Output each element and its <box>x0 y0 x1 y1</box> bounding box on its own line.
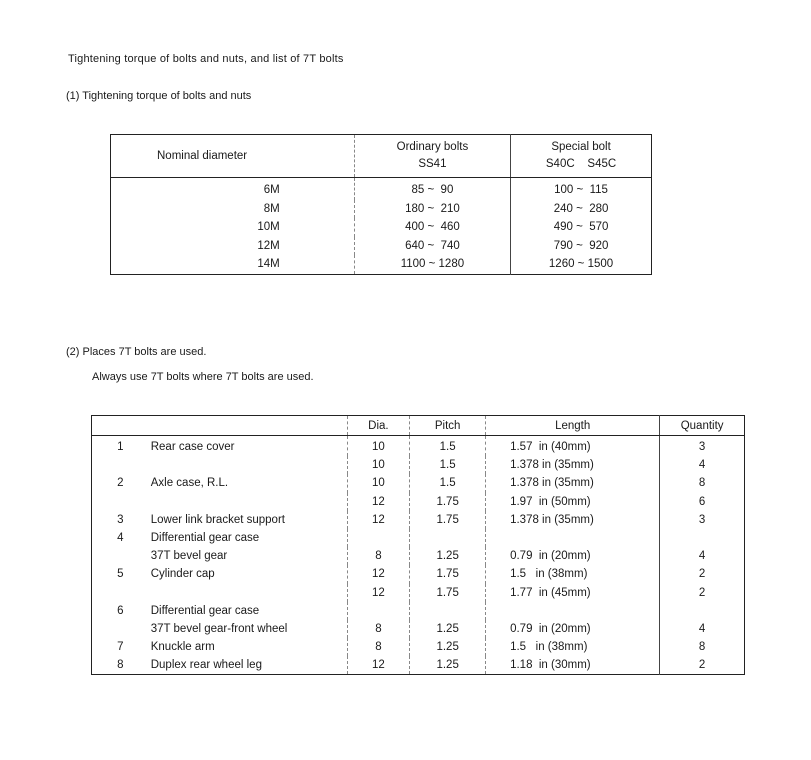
bolt-length-cell: 1.378 in (35mm) <box>486 456 660 474</box>
bolt-pitch-cell: 1.75 <box>410 584 486 602</box>
section-1-heading: (1) Tightening torque of bolts and nuts <box>66 90 252 102</box>
header-special-line1: Special bolt <box>551 141 611 153</box>
torque-special-cell: 240 ~ 280 <box>511 200 652 219</box>
bolt-dia-cell: 10 <box>347 456 410 474</box>
header-special-line2: S40C S45C <box>545 158 617 170</box>
bolt-dia-cell: 8 <box>347 620 410 638</box>
bolt-quantity-cell <box>660 602 745 620</box>
bolt-length-cell: 1.5 in (38mm) <box>486 638 660 656</box>
bolt-row <box>92 656 745 675</box>
bolt-pitch-cell: 1.25 <box>410 656 486 675</box>
header-place <box>149 416 347 436</box>
torque-diameter-cell: 6M <box>263 184 280 197</box>
bolt-quantity-cell <box>660 529 745 547</box>
bolt-place-cell: Duplex rear wheel leg <box>150 659 262 672</box>
torque-ordinary-cell: 180 ~ 210 <box>354 200 510 219</box>
bolt-row <box>92 584 745 602</box>
header-ordinary-line1: Ordinary bolts <box>396 141 469 153</box>
torque-ordinary-cell: 400 ~ 460 <box>354 218 510 237</box>
bolt-length-cell: 1.378 in (35mm) <box>486 474 660 492</box>
header-ordinary-bolts <box>354 135 510 178</box>
torque-special-cell: 790 ~ 920 <box>511 237 652 256</box>
bolt-length-cell: 1.18 in (30mm) <box>486 656 660 675</box>
bolt-row <box>92 638 745 656</box>
bolt-no-cell: 6 <box>117 604 124 617</box>
bolt-dia-cell: 8 <box>347 638 410 656</box>
bolt-length-cell <box>486 602 660 620</box>
bolt-dia-cell: 8 <box>347 547 410 565</box>
bolt-quantity-cell: 3 <box>660 511 745 529</box>
bolt-pitch-cell: 1.75 <box>410 565 486 583</box>
bolt-quantity-cell: 6 <box>660 493 745 511</box>
torque-ordinary-cell: 85 ~ 90 <box>354 178 510 200</box>
torque-row <box>111 178 652 200</box>
torque-row <box>111 237 652 256</box>
torque-ordinary-cell: 640 ~ 740 <box>354 237 510 256</box>
bolt-length-cell: 1.77 in (45mm) <box>486 584 660 602</box>
bolt-row <box>92 493 745 511</box>
bolt-pitch-cell <box>410 602 486 620</box>
torque-diameter-cell: 14M <box>257 258 280 271</box>
header-pitch: Pitch <box>410 416 486 436</box>
bolt-length-cell: 1.378 in (35mm) <box>486 511 660 529</box>
bolt-length-cell: 0.79 in (20mm) <box>486 547 660 565</box>
bolt-length-cell: 1.57 in (40mm) <box>486 436 660 457</box>
bolt-length-cell: 1.5 in (38mm) <box>486 565 660 583</box>
bolt-quantity-cell: 3 <box>660 436 745 457</box>
bolt-row <box>92 456 745 474</box>
header-nominal-diameter: Nominal diameter <box>111 135 355 178</box>
bolt-dia-cell <box>347 602 410 620</box>
bolt-quantity-cell: 2 <box>660 584 745 602</box>
torque-row <box>111 200 652 219</box>
torque-special-cell: 490 ~ 570 <box>511 218 652 237</box>
bolt-pitch-cell <box>410 529 486 547</box>
bolt-no-cell: 5 <box>117 568 124 581</box>
header-no <box>92 416 149 436</box>
bolt-pitch-cell: 1.75 <box>410 493 486 511</box>
bolt-length-cell: 1.97 in (50mm) <box>486 493 660 511</box>
bolt-quantity-cell: 2 <box>660 565 745 583</box>
bolt-no-cell <box>92 547 149 565</box>
torque-table <box>110 134 652 275</box>
bolt-length-cell: 0.79 in (20mm) <box>486 620 660 638</box>
bolt-quantity-cell: 4 <box>660 456 745 474</box>
bolt-list-table <box>91 415 745 675</box>
bolt-pitch-cell: 1.5 <box>410 456 486 474</box>
bolt-no-cell: 8 <box>117 659 124 672</box>
bolt-dia-cell: 10 <box>347 474 410 492</box>
section-2-note: Always use 7T bolts where 7T bolts are used. <box>92 371 314 383</box>
torque-diameter-cell: 12M <box>257 239 280 252</box>
bolt-place-cell <box>149 493 347 511</box>
bolt-row <box>92 620 745 638</box>
section-2-heading: (2) Places 7T bolts are used. <box>66 346 207 358</box>
bolt-dia-cell: 12 <box>347 493 410 511</box>
torque-table-header <box>111 135 652 178</box>
bolt-quantity-cell: 4 <box>660 620 745 638</box>
bolt-place-cell: 37T bevel gear <box>150 550 228 563</box>
header-quantity: Quantity <box>660 416 745 436</box>
header-dia: Dia. <box>347 416 410 436</box>
bolt-length-cell <box>486 529 660 547</box>
bolt-dia-cell: 10 <box>347 436 410 457</box>
bolt-no-cell: 2 <box>117 477 124 490</box>
bolt-row <box>92 565 745 583</box>
torque-diameter-cell: 10M <box>257 221 280 234</box>
bolt-table-header <box>92 416 745 436</box>
bolt-place-cell: Lower link bracket support <box>150 513 285 526</box>
torque-diameter-cell: 8M <box>263 202 280 215</box>
bolt-place-cell: 37T bevel gear-front wheel <box>150 622 288 635</box>
bolt-pitch-cell: 1.25 <box>410 547 486 565</box>
header-length: Length <box>486 416 660 436</box>
bolt-place-cell <box>149 456 347 474</box>
bolt-place-cell: Cylinder cap <box>150 568 215 581</box>
bolt-row <box>92 436 745 457</box>
torque-row <box>111 218 652 237</box>
bolt-quantity-cell: 8 <box>660 474 745 492</box>
bolt-row <box>92 529 745 547</box>
bolt-no-cell: 3 <box>117 513 124 526</box>
bolt-quantity-cell: 2 <box>660 656 745 675</box>
bolt-quantity-cell: 4 <box>660 547 745 565</box>
torque-special-cell: 1260 ~ 1500 <box>511 255 652 274</box>
bolt-quantity-cell: 8 <box>660 638 745 656</box>
bolt-dia-cell <box>347 529 410 547</box>
bolt-row <box>92 602 745 620</box>
torque-ordinary-cell: 1100 ~ 1280 <box>354 255 510 274</box>
bolt-dia-cell: 12 <box>347 584 410 602</box>
bolt-place-cell: Differential gear case <box>150 604 260 617</box>
header-special-bolt <box>511 135 652 178</box>
bolt-place-cell: Axle case, R.L. <box>150 477 229 490</box>
bolt-place-cell: Differential gear case <box>150 532 260 545</box>
torque-row <box>111 255 652 274</box>
bolt-pitch-cell: 1.25 <box>410 620 486 638</box>
bolt-no-cell: 4 <box>117 532 124 545</box>
bolt-dia-cell: 12 <box>347 511 410 529</box>
bolt-pitch-cell: 1.25 <box>410 638 486 656</box>
bolt-no-cell <box>92 620 149 638</box>
torque-special-cell: 100 ~ 115 <box>511 178 652 200</box>
bolt-dia-cell: 12 <box>347 656 410 675</box>
document-title: Tightening torque of bolts and nuts, and list of 7T bolts <box>68 53 344 65</box>
bolt-place-cell: Rear case cover <box>150 441 235 454</box>
bolt-place-cell: Knuckle arm <box>150 641 215 654</box>
bolt-no-cell <box>92 456 149 474</box>
bolt-row <box>92 511 745 529</box>
bolt-no-cell: 1 <box>117 441 124 454</box>
bolt-dia-cell: 12 <box>347 565 410 583</box>
bolt-place-cell <box>149 584 347 602</box>
bolt-no-cell: 7 <box>117 641 124 654</box>
bolt-row <box>92 474 745 492</box>
bolt-pitch-cell: 1.5 <box>410 474 486 492</box>
bolt-no-cell <box>92 584 149 602</box>
bolt-row <box>92 547 745 565</box>
bolt-pitch-cell: 1.5 <box>410 436 486 457</box>
bolt-no-cell <box>92 493 149 511</box>
bolt-pitch-cell: 1.75 <box>410 511 486 529</box>
header-ordinary-line2: SS41 <box>418 158 447 170</box>
